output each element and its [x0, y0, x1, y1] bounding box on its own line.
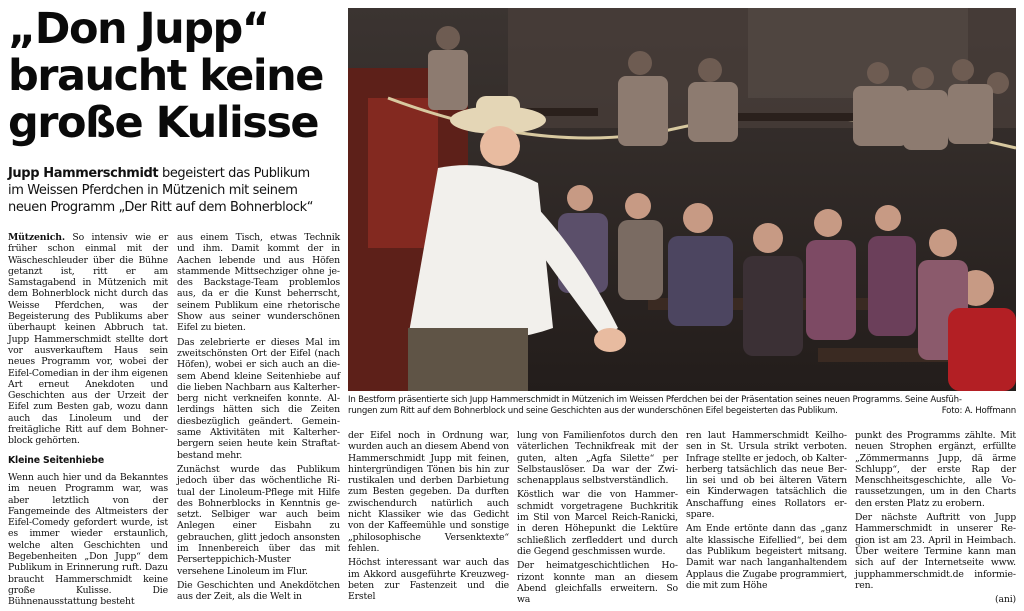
col3-paragraph-1: der Eifel noch in Ordnung war, wurden auch an diesem Abend von Hammerschmidt Jupp mit feinen, hintergründigen Tönen bis hin zur rustikalen und derben Darbietung zum Besten gegeben. Da durften zwischendurch natürlich auch nicht Klassiker wie das Gedicht von der Kaffeemühle und sonstige „philosophische Versenktexte“ fehlen.: [348, 430, 509, 554]
headline-line-1: „Don Jupp“: [8, 4, 269, 54]
col2-paragraph-4: Die Geschichten und Anekdötchen aus der Zeit, als die Welt in: [177, 579, 340, 603]
text-column-1: [8, 232, 168, 611]
section-subheading: Kleine Seitenhiebe: [8, 454, 104, 466]
col1-paragraph-1: [8, 232, 168, 447]
photo-credit: Foto: A. Hoffmann: [941, 406, 1016, 416]
col5-paragraph-1: ren laut Hammerschmidt Keilhosen in St. Ursula strikt verboten. Infrage stellte er jedoch, ob Kalterherberg tatsächlich das neue Berlin sei und ob bei älteren Vätern ein Kinderwagen tatsächlich die Anschaffung eines Rollators erspare.: [686, 430, 847, 521]
text-column-3: [348, 430, 509, 605]
article-headline: [8, 6, 338, 147]
text-column-4: [517, 430, 678, 608]
col1-p1-text: So intensiv wie er früher schon einmal mit der Wäscheschleuder über die Bühne getanzt ist, ritt er am Samstagabend in Mützenich mit dem Bohnerblock nicht durch das Weisse Pferdchen, was der Begeisterung des Publikums aber überhaupt keinen Abbruch tat. Jupp Hammerschmidt stellte dort vor ausverkauftem Haus sein neues Programm vor, wobei der Eifel-Comedian in der ihm eigenen Art erneut Anekdoten und Geschichten aus der Urzeit der Eifel zum Besten gab, wozu dann auch das Linoleum und der freitägliche Ritt auf dem Bohnerblock gehörten.: [8, 232, 168, 447]
subhead-name: Jupp Hammerschmidt: [8, 166, 159, 181]
performance-photo: [348, 8, 1016, 391]
photo-caption: [348, 395, 1016, 417]
caption-line-2-text: rungen zum Ritt auf dem Bohnerblock und seine Geschichten aus der wunderschönen Eifel begeisterten das Publikum.: [348, 406, 838, 416]
text-column-2: [177, 232, 340, 606]
col2-paragraph-1: aus einem Tisch, etwas Technik und ihm. Damit kommt der in Aachen lebende und aus Höfen stammende Mittsechziger ohne jedes Backstage-Team problemlos aus, da er die Kunst beherrscht, seinem Publikum eine rhetorische Show aus seiner wunderschönen Eifel zu bieten.: [177, 232, 340, 334]
col4-paragraph-2: Köstlich war die von Hammerschmidt vorgetragene Buchkritik im Stil von Marcel Reich-Ranicki, in deren Höhepunkt die Lektüre schließlich zerfleddert und durch die Gegend geschmissen wurde.: [517, 489, 678, 557]
subhead-line-3: neuen Programm „Der Ritt auf dem Bohnerblock“: [8, 200, 314, 215]
author-sign: (ani): [994, 594, 1016, 606]
text-column-6: [855, 430, 1016, 605]
col4-paragraph-3: Der heimatgeschichtlichen Horizont konnte man an diesem Abend gleichfalls erweitern. So wa: [517, 560, 678, 606]
headline-line-3: große Kulisse: [8, 98, 319, 148]
col3-paragraph-2: Höchst interessant war auch das im Akkord ausgeführte Kreuzwegbeten zur Fastenzeit und die Erstel: [348, 557, 509, 603]
col2-paragraph-2: Das zelebrierte er dieses Mal im zweitschönsten Ort der Eifel (nach Höfen), wobei er sich auch an diesem Abend kleine Seitenhiebe auf die lieben Nachbarn aus Kalterherberg nicht verkneifen konnte. Allerdings hätten sich die Zeiten diesbezüglich geändert. Gemeinsame Aktivitäten mit Kalterherbergern seien heute kein Straftatbestand mehr.: [177, 336, 340, 461]
headline-line-2: braucht keine: [8, 51, 323, 101]
col1-paragraph-2: Wenn auch hier und da Bekanntes im neuen Programm war, was aber letztlich von der Fangemeinde des Altmeisters der Eifel-Comedy gefordert wurde, ist es immer wieder erstaunlich, welche alten Geschichten und Begebenheiten „Don Jupp“ dem Publikum in Erinnerung ruft. Dazu braucht Hammerschmidt keine große Kulisse. Die Bühnenausstattung besteht: [8, 471, 168, 608]
col6-paragraph-2: Der nächste Auftritt von Jupp Hammerschmidt in unserer Region ist am 23. April in Heimbach. Über weitere Termine kann man sich auf der Internetseite www. jupphammerschmidt.de informieren.: [855, 512, 1016, 591]
subhead-line-1-rest: begeistert das Publikum: [158, 166, 310, 181]
subhead-line-2: im Weissen Pferdchen in Mützenich mit seinem: [8, 183, 298, 198]
col2-paragraph-3: Zunächst wurde das Publikum jedoch über das wöchentliche Ritual der Linoleum-Pflege mit Hilfe des Bohnerblocks in Kenntnis gesetzt. Selbiger war auch beim Anlegen einer Eisbahn zu gebrauchen, glitt jedoch ansonsten im Innenbereich über das mit Perserteppichich-Muster versehene Linoleum im Flur.: [177, 463, 340, 577]
col5-paragraph-2: Am Ende ertönte dann das „ganz alte klassische Eifellied“, bei dem das Publikum begeistert mitsang. Damit war nach langanhaltendem Applaus die Zugabe programmiert, die mit zum Höhe: [686, 523, 847, 591]
subhead-line-1: [8, 165, 343, 182]
article-subhead: [8, 165, 343, 216]
article-photo: [348, 8, 1016, 391]
dateline: Mützenich.: [8, 232, 65, 243]
caption-line-2: [348, 406, 1016, 417]
col4-paragraph-1: lung von Familienfotos durch den väterlichen Technikfreak mit der guten, alten „Agfa Silette“ per Selbstauslöser. Da war der Zwischenapplaus selbstverständlich.: [517, 430, 678, 487]
caption-line-1: In Bestform präsentierte sich Jupp Hammerschmidt in Mützenich im Weissen Pferdchen bei der Präsentation seines neuen Programms. Seine Ausfüh-: [348, 395, 962, 405]
col6-paragraph-1: punkt des Programms zählte. Mit neuen Strophen ergänzt, erfüllte „Zömmermanns Jupp, dä ärme Schlupp“, der erste Rap der Menschheitsgeschichte, alle Voraussetzungen, um in den Charts den ersten Platz zu erobern.: [855, 430, 1016, 509]
text-column-5: [686, 430, 847, 594]
